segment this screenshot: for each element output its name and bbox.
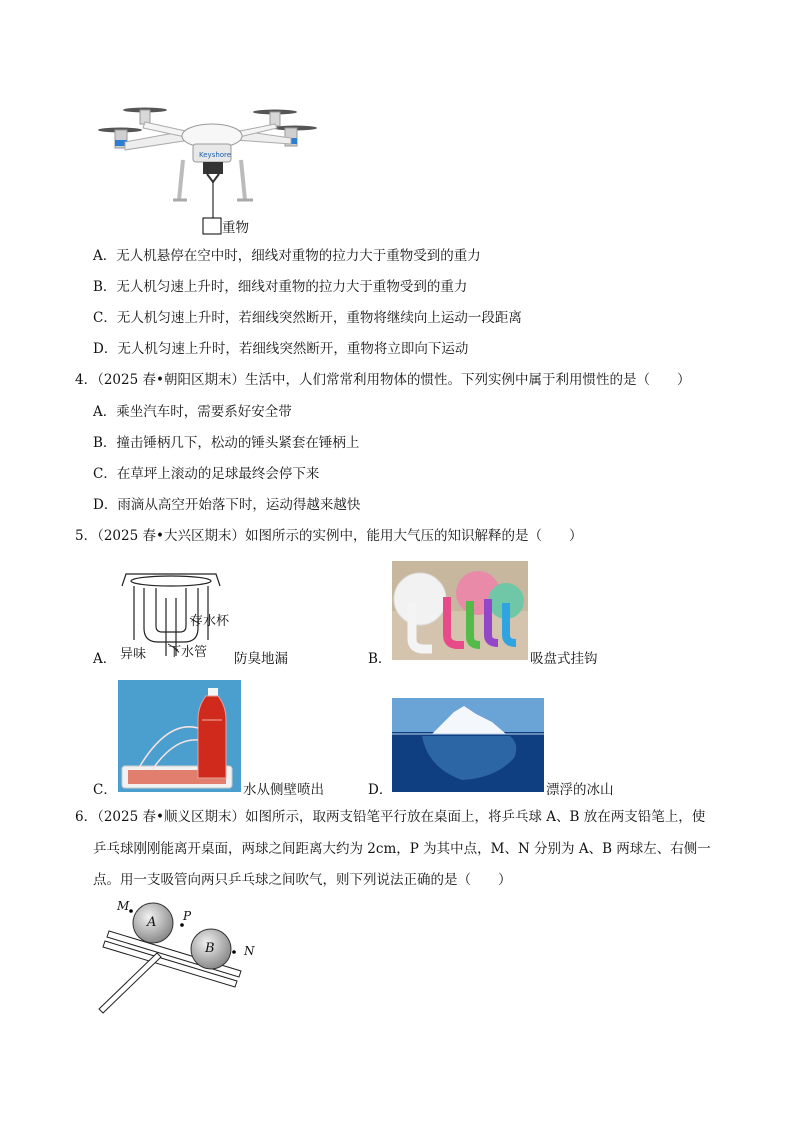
q3-option-a[interactable]: A．无人机悬停在空中时，细线对重物的拉力大于重物受到的重力 <box>93 248 481 264</box>
q3-option-b[interactable]: B．无人机匀速上升时，细线对重物的拉力大于重物受到的重力 <box>93 279 468 295</box>
q3-option-c[interactable]: C．无人机匀速上升时，若细线突然断开，重物将继续向上运动一段距离 <box>93 310 522 326</box>
suction-hook-drawing <box>392 561 528 660</box>
point-m-label: M <box>117 899 130 913</box>
q5-option-b-caption: 吸盘式挂钩 <box>530 651 598 667</box>
weight-label: 重物 <box>222 220 249 236</box>
iceberg-drawing <box>392 698 544 792</box>
q4-option-c[interactable]: C．在草坪上滚动的足球最终会停下来 <box>93 466 320 482</box>
q5-option-d-caption: 漂浮的冰山 <box>546 782 614 798</box>
q5-option-b-letter[interactable]: B． <box>368 651 392 667</box>
q5-option-a-caption: 防臭地漏 <box>234 651 288 667</box>
drain-smell-label: 异味 <box>120 647 147 662</box>
q5-option-c-letter[interactable]: C． <box>93 782 117 798</box>
drone-illustration <box>95 100 325 240</box>
q6-stem-line-1: 6．（2025 春•顺义区期末）如图所示，取两支铅笔平行放在桌面上，将乒乓球 A、B 放在两支铅笔上，使 <box>75 809 706 825</box>
ball-a-label: A <box>147 915 157 930</box>
q4-option-a[interactable]: A．乘坐汽车时，需要系好安全带 <box>93 404 292 420</box>
point-p-label: P <box>183 909 192 923</box>
q3-option-d[interactable]: D．无人机匀速上升时，若细线突然断开，重物将立即向下运动 <box>93 341 469 357</box>
iceberg-photo <box>392 698 544 792</box>
q5-option-d-letter[interactable]: D． <box>368 782 393 798</box>
point-n-label: N <box>244 944 255 958</box>
suction-hook-photo <box>392 561 528 660</box>
q4-option-d[interactable]: D．雨滴从高空开始落下时，运动得越来越快 <box>93 497 361 513</box>
q5-option-a-letter[interactable]: A． <box>93 651 117 667</box>
q5-option-c-caption: 水从侧壁喷出 <box>243 782 324 798</box>
drone-figure <box>95 100 325 240</box>
q4-stem: 4．（2025 春•朝阳区期末）生活中，人们常常利用物体的惯性。下列实例中属于利用惯性的是（ ） <box>75 372 691 388</box>
drain-pipe-label: 下水管 <box>168 645 208 660</box>
q4-option-b[interactable]: B．撞击锤柄几下，松动的锤头紧套在锤柄上 <box>93 435 360 451</box>
bottle-water-drawing <box>118 680 241 792</box>
ball-b-label: B <box>205 941 215 956</box>
q6-stem-line-3: 点。用一支吸管向两只乒乓球之间吹气，则下列说法正确的是（ ） <box>93 872 512 888</box>
svg-text:Keyshore: Keyshore <box>199 151 232 159</box>
drain-cup-label: 存水杯 <box>190 614 230 629</box>
q5-stem: 5．（2025 春•大兴区期末）如图所示的实例中，能用大气压的知识解释的是（ ） <box>75 528 583 544</box>
bottle-water-photo <box>118 680 241 792</box>
q6-stem-line-2: 乒乓球刚刚能离开桌面，两球之间距离大约为 2cm，P 为其中点，M、N 分别为 A、B 两球左、右侧一 <box>93 841 711 857</box>
